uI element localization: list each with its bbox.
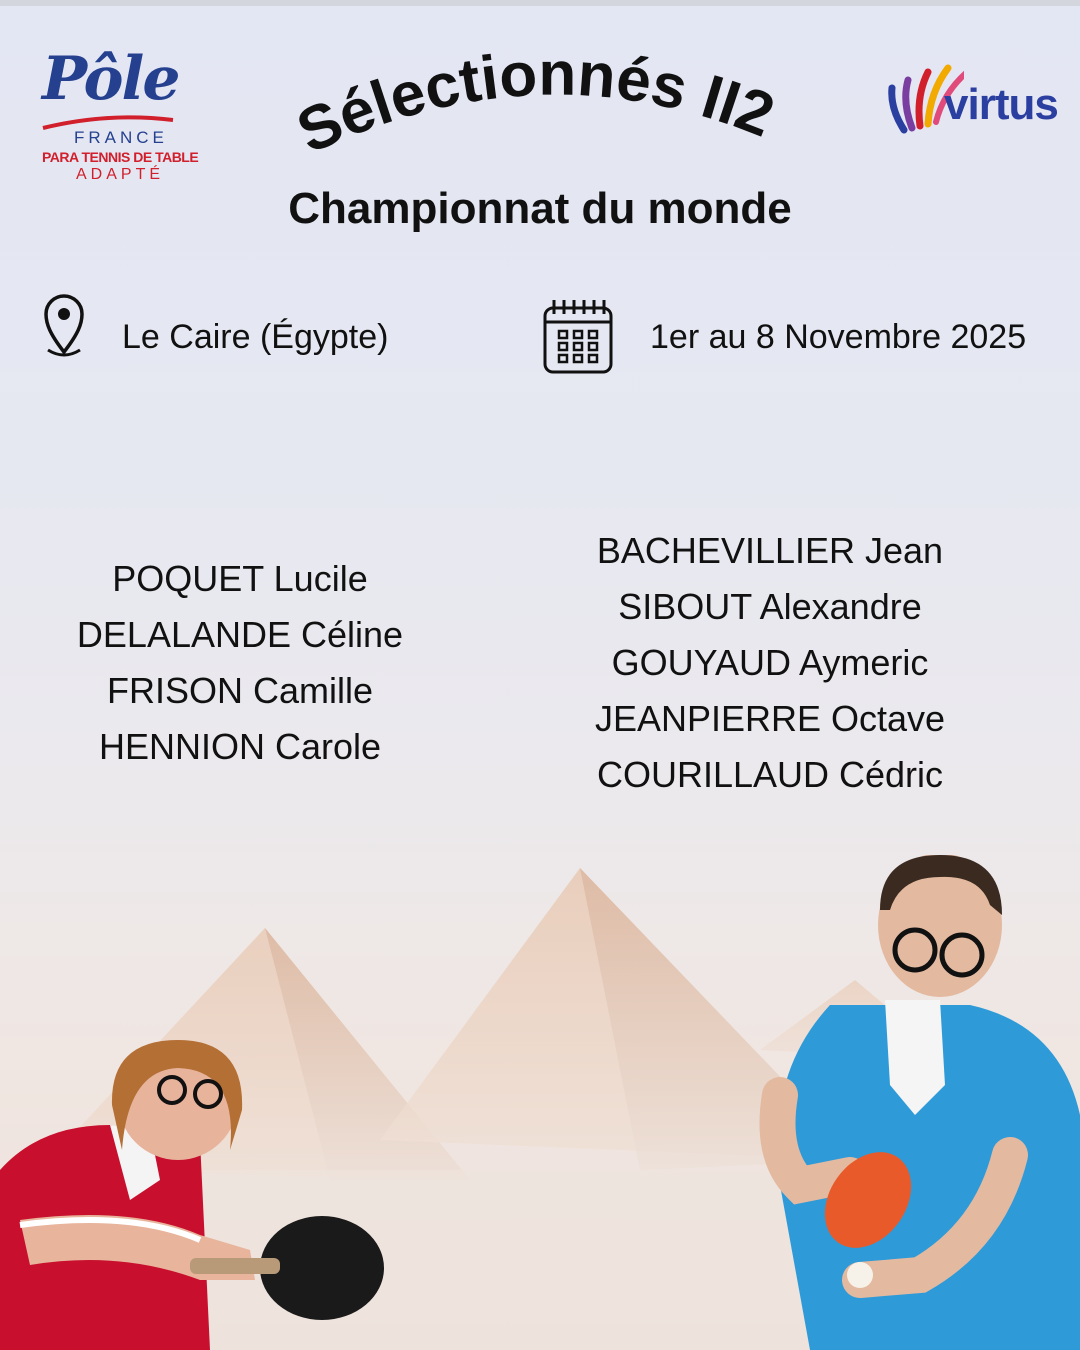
calendar-icon [542, 298, 614, 376]
player-name: BACHEVILLIER Jean [596, 530, 944, 571]
male-player-photo [740, 855, 1080, 1350]
map-pin-icon [40, 290, 90, 360]
player-name: POQUET Lucile [112, 558, 368, 599]
event-location: Le Caire (Égypte) [122, 318, 389, 356]
pole-logo-line2: ADAPTÉ [76, 166, 165, 183]
page-title: Sélectionnés II2 [287, 39, 784, 167]
player-name: JEANPIERRE Octave [594, 698, 946, 739]
player-name: COURILLAUD Cédric [596, 754, 944, 795]
player-name: GOUYAUD Aymeric [611, 642, 929, 683]
women-list [40, 551, 440, 775]
player-name: HENNION Carole [98, 726, 382, 767]
female-player-photo [0, 1030, 400, 1350]
player-name: SIBOUT Alexandre [618, 586, 922, 627]
player-name: DELALANDE Céline [76, 614, 404, 655]
event-dates: 1er au 8 Novembre 2025 [650, 318, 1027, 356]
pole-france-logo [38, 44, 199, 188]
pole-logo-script: Pôle [42, 44, 179, 114]
men-list [560, 523, 980, 803]
top-border [0, 0, 1080, 6]
page-subtitle: Championnat du monde [288, 184, 792, 233]
virtus-logo [884, 58, 1064, 138]
pole-logo-france: FRANCE [74, 128, 168, 147]
virtus-wordmark: virtus [944, 80, 1058, 129]
pole-logo-line1: PARA TENNIS DE TABLE [42, 149, 199, 165]
title-arch [200, 30, 880, 200]
player-name: FRISON Camille [106, 670, 374, 711]
